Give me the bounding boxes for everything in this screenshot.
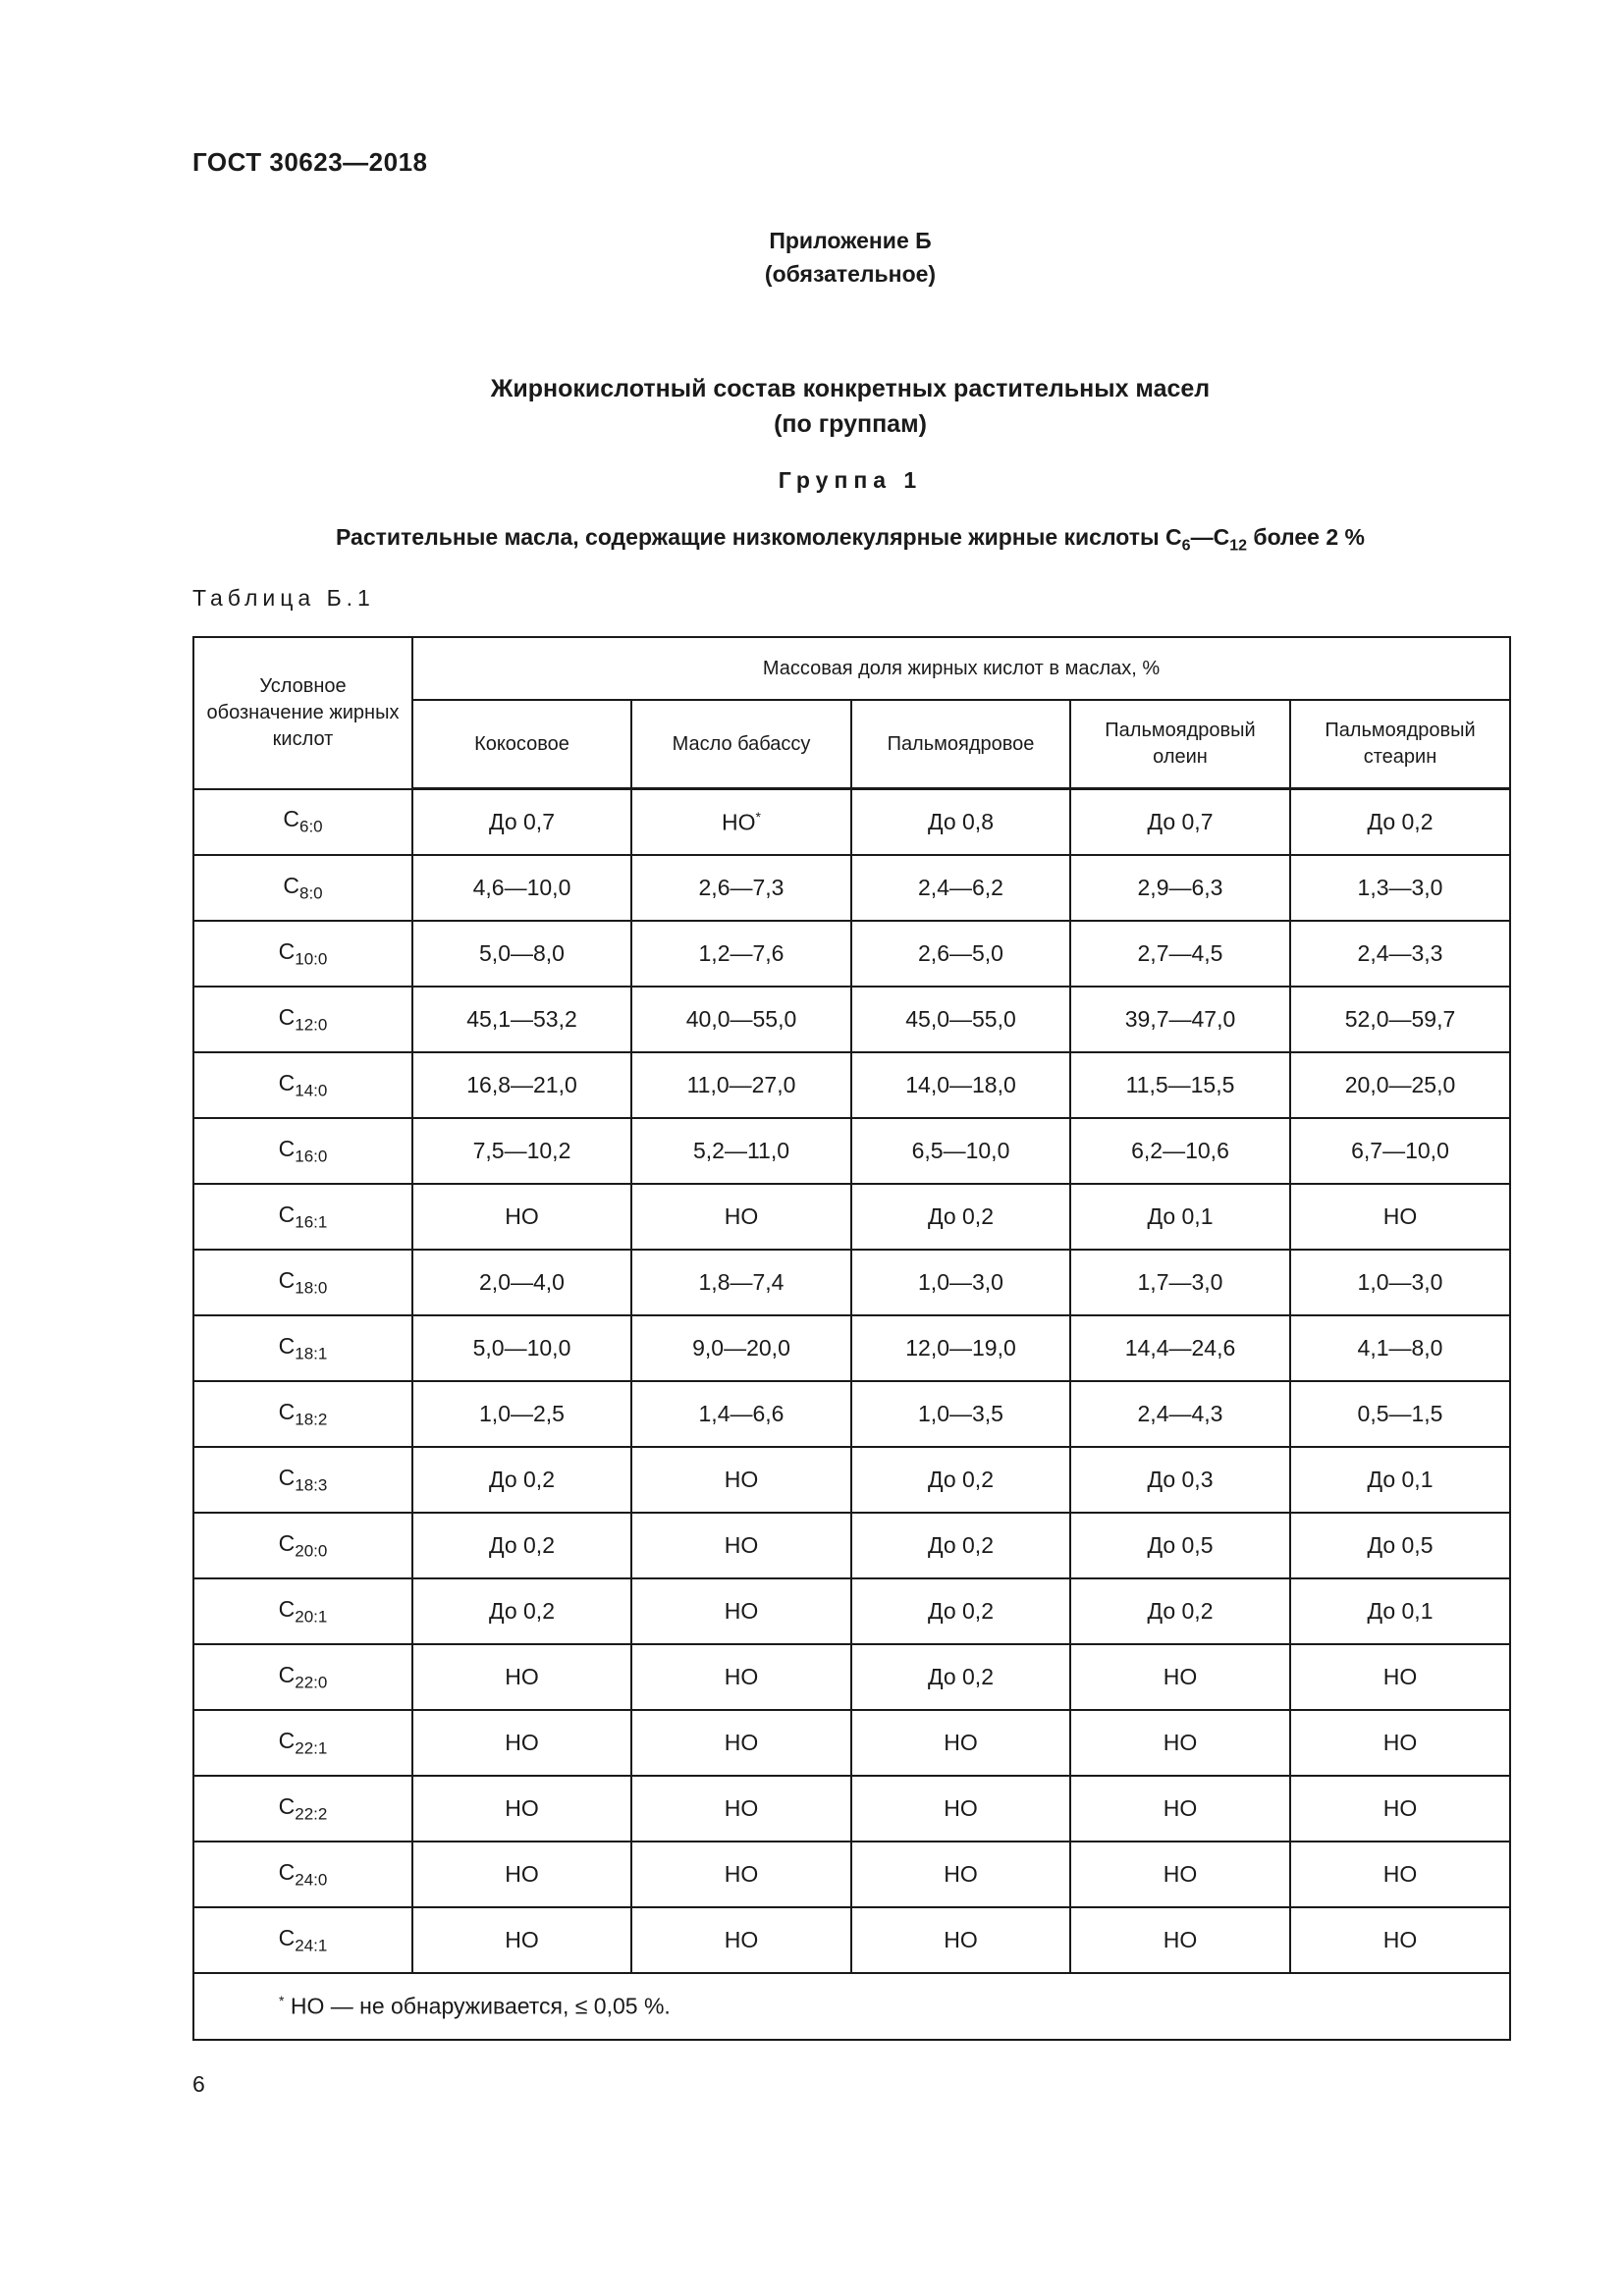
value-cell bbox=[631, 1644, 851, 1710]
value-text: 4,1—8,0 bbox=[1357, 1335, 1443, 1361]
acid-code-cell bbox=[193, 1381, 412, 1447]
value-text: До 0,2 bbox=[928, 1664, 994, 1689]
value-cell bbox=[412, 1381, 631, 1447]
value-text: НО bbox=[724, 1927, 759, 1952]
value-text: До 0,1 bbox=[1147, 1203, 1214, 1229]
value-text: 39,7—47,0 bbox=[1124, 1006, 1236, 1032]
subtitle-text-post: более 2 % bbox=[1246, 524, 1365, 550]
value-text: 2,4—3,3 bbox=[1357, 940, 1443, 966]
acid-code-letter: С bbox=[278, 1398, 296, 1424]
value-text: 45,1—53,2 bbox=[466, 1006, 577, 1032]
value-cell bbox=[1070, 1118, 1290, 1184]
value-text: НО bbox=[505, 1861, 539, 1887]
value-text: НО bbox=[722, 809, 756, 835]
value-text: 1,2—7,6 bbox=[698, 940, 785, 966]
subtitle-sub-1: 6 bbox=[1181, 537, 1191, 555]
value-text: НО bbox=[724, 1532, 759, 1558]
value-cell bbox=[1290, 1052, 1510, 1118]
value-text: 9,0—20,0 bbox=[692, 1335, 790, 1361]
section-title-line1: Жирнокислотный состав конкретных растительных масел bbox=[490, 375, 1211, 402]
value-cell bbox=[631, 1842, 851, 1907]
value-text: НО bbox=[1163, 1927, 1198, 1952]
subtitle-text-pre: Растительные масла, содержащие низкомолекулярные жирные кислоты С bbox=[336, 524, 1182, 550]
value-text: 2,4—6,2 bbox=[918, 875, 1003, 900]
value-text: 4,6—10,0 bbox=[472, 875, 571, 900]
header-palm-kernel: Пальмоядровое bbox=[851, 700, 1070, 789]
value-text: НО bbox=[1382, 1927, 1418, 1952]
acid-code-cell bbox=[193, 855, 412, 921]
value-text: До 0,2 bbox=[928, 1467, 994, 1492]
value-text: 2,4—4,3 bbox=[1137, 1401, 1223, 1426]
value-cell bbox=[631, 789, 851, 856]
acid-code-letter: С bbox=[278, 937, 296, 964]
value-cell bbox=[851, 1250, 1070, 1315]
value-cell bbox=[851, 921, 1070, 987]
value-cell bbox=[851, 1578, 1070, 1644]
value-text: До 0,1 bbox=[1367, 1598, 1434, 1624]
fatty-acid-table bbox=[192, 636, 1511, 2041]
value-text: НО bbox=[724, 1730, 759, 1755]
table-row bbox=[193, 1184, 1510, 1250]
acid-code-letter: С bbox=[278, 1529, 296, 1556]
table-label: Таблица Б.1 bbox=[192, 585, 375, 611]
acid-code-letter: С bbox=[278, 1069, 296, 1095]
value-cell bbox=[412, 1184, 631, 1250]
value-cell bbox=[1290, 1710, 1510, 1776]
value-cell bbox=[1070, 987, 1290, 1052]
table-row bbox=[193, 1315, 1510, 1381]
value-cell bbox=[631, 1315, 851, 1381]
header-palm-kernel-olein: Пальмоядровый олеин bbox=[1070, 700, 1290, 789]
value-cell bbox=[631, 1184, 851, 1250]
acid-code-letter: С bbox=[278, 1792, 296, 1819]
value-cell bbox=[412, 1513, 631, 1578]
value-text: 40,0—55,0 bbox=[685, 1006, 797, 1032]
acid-code-letter: С bbox=[278, 1464, 296, 1490]
value-text: 1,4—6,6 bbox=[698, 1401, 785, 1426]
value-text: НО bbox=[724, 1467, 759, 1492]
value-cell bbox=[851, 1710, 1070, 1776]
value-cell bbox=[1290, 1118, 1510, 1184]
value-text: НО bbox=[1382, 1795, 1418, 1821]
acid-code-cell bbox=[193, 1513, 412, 1578]
value-text: До 0,2 bbox=[1147, 1598, 1214, 1624]
value-text: 2,9—6,3 bbox=[1137, 875, 1223, 900]
table-row bbox=[193, 1776, 1510, 1842]
subtitle-sub-2: 12 bbox=[1229, 537, 1247, 555]
value-cell bbox=[1070, 1776, 1290, 1842]
value-text: НО bbox=[505, 1730, 539, 1755]
value-cell bbox=[1070, 1578, 1290, 1644]
value-text: До 0,7 bbox=[489, 809, 555, 834]
value-text: НО bbox=[505, 1927, 539, 1952]
value-text: НО bbox=[724, 1795, 759, 1821]
acid-code-subscript: 20:1 bbox=[295, 1607, 328, 1627]
acid-code-letter: С bbox=[278, 1201, 296, 1227]
acid-code-letter: С bbox=[278, 1332, 296, 1359]
table-body bbox=[193, 789, 1510, 1974]
value-text: 5,2—11,0 bbox=[692, 1138, 790, 1163]
value-text: До 0,2 bbox=[928, 1203, 994, 1229]
value-cell bbox=[1070, 1907, 1290, 1973]
table-row bbox=[193, 1842, 1510, 1907]
header-palm-kernel-stearin: Пальмоядровый стеарин bbox=[1290, 700, 1510, 789]
value-text: НО bbox=[1163, 1861, 1198, 1887]
value-text: До 0,2 bbox=[1367, 809, 1434, 834]
table-row bbox=[193, 1513, 1510, 1578]
table-row bbox=[193, 1052, 1510, 1118]
value-cell bbox=[1290, 1381, 1510, 1447]
value-cell bbox=[412, 1644, 631, 1710]
acid-code-subscript: 22:1 bbox=[295, 1738, 328, 1758]
value-text: 52,0—59,7 bbox=[1344, 1006, 1456, 1032]
acid-code-letter: С bbox=[283, 872, 299, 898]
acid-code-letter: С bbox=[283, 806, 299, 832]
value-text: НО bbox=[724, 1598, 759, 1624]
value-text: 2,7—4,5 bbox=[1137, 940, 1223, 966]
acid-code-letter: С bbox=[278, 1003, 296, 1030]
acid-code-letter: С bbox=[278, 1266, 296, 1293]
table-row bbox=[193, 789, 1510, 856]
table-row bbox=[193, 1381, 1510, 1447]
acid-code-subscript: 18:2 bbox=[295, 1410, 328, 1429]
value-cell bbox=[851, 1118, 1070, 1184]
acid-code-cell bbox=[193, 1118, 412, 1184]
value-text: НО bbox=[1382, 1203, 1418, 1229]
value-cell bbox=[412, 789, 631, 856]
value-text: 1,0—2,5 bbox=[479, 1401, 565, 1426]
value-text: НО bbox=[1382, 1664, 1418, 1689]
value-cell bbox=[851, 1776, 1070, 1842]
acid-code-cell bbox=[193, 1052, 412, 1118]
acid-code-cell bbox=[193, 1842, 412, 1907]
value-cell bbox=[851, 1184, 1070, 1250]
value-cell bbox=[851, 1842, 1070, 1907]
value-cell bbox=[1290, 1315, 1510, 1381]
value-text: До 0,2 bbox=[489, 1467, 555, 1492]
acid-code-cell bbox=[193, 1315, 412, 1381]
value-text: 2,6—5,0 bbox=[918, 940, 1003, 966]
table-row bbox=[193, 1578, 1510, 1644]
value-text: НО bbox=[505, 1664, 539, 1689]
acid-code-subscript: 22:2 bbox=[295, 1804, 328, 1824]
value-cell bbox=[851, 1907, 1070, 1973]
value-text: НО bbox=[1163, 1730, 1198, 1755]
value-cell bbox=[1070, 855, 1290, 921]
value-text: 1,0—3,0 bbox=[918, 1269, 1003, 1295]
acid-code-cell bbox=[193, 1644, 412, 1710]
value-cell bbox=[851, 1052, 1070, 1118]
value-cell bbox=[1290, 987, 1510, 1052]
acid-code-subscript: 12:0 bbox=[295, 1015, 328, 1035]
value-cell bbox=[851, 1315, 1070, 1381]
value-text: НО bbox=[944, 1927, 978, 1952]
acid-code-subscript: 6:0 bbox=[298, 818, 323, 837]
value-text: 14,4—24,6 bbox=[1124, 1335, 1236, 1361]
value-text: 5,0—10,0 bbox=[472, 1335, 571, 1361]
value-cell bbox=[631, 1907, 851, 1973]
table-row bbox=[193, 1644, 1510, 1710]
value-cell bbox=[1070, 789, 1290, 856]
table-row bbox=[193, 1118, 1510, 1184]
table-row bbox=[193, 855, 1510, 921]
acid-code-cell bbox=[193, 1776, 412, 1842]
value-cell bbox=[631, 1052, 851, 1118]
value-text: 6,2—10,6 bbox=[1131, 1138, 1229, 1163]
value-text: До 0,8 bbox=[928, 809, 994, 834]
value-text: 0,5—1,5 bbox=[1357, 1401, 1443, 1426]
document-id: ГОСТ 30623—2018 bbox=[192, 147, 428, 177]
value-cell bbox=[631, 921, 851, 987]
value-cell bbox=[631, 1710, 851, 1776]
value-cell bbox=[1070, 1381, 1290, 1447]
acid-code-letter: С bbox=[278, 1858, 296, 1885]
value-text: 11,5—15,5 bbox=[1125, 1072, 1235, 1097]
value-text: До 0,2 bbox=[489, 1532, 555, 1558]
footnote-text: НО — не обнаруживается, ≤ 0,05 %. bbox=[290, 1993, 671, 2019]
acid-code-cell bbox=[193, 921, 412, 987]
acid-code-subscript: 24:0 bbox=[295, 1870, 328, 1890]
value-cell bbox=[1290, 1907, 1510, 1973]
value-text: НО bbox=[724, 1861, 759, 1887]
header-coconut: Кокосовое bbox=[412, 700, 631, 789]
value-cell bbox=[412, 855, 631, 921]
value-cell bbox=[1070, 1250, 1290, 1315]
value-text: До 0,7 bbox=[1147, 809, 1214, 834]
value-cell bbox=[851, 855, 1070, 921]
value-cell bbox=[631, 987, 851, 1052]
acid-code-letter: С bbox=[278, 1135, 296, 1161]
value-text: НО bbox=[724, 1664, 759, 1689]
value-cell bbox=[851, 1447, 1070, 1513]
value-cell bbox=[851, 987, 1070, 1052]
header-mass-fraction: Массовая доля жирных кислот в маслах, % bbox=[412, 637, 1510, 700]
acid-code-letter: С bbox=[278, 1595, 296, 1622]
value-cell bbox=[631, 1447, 851, 1513]
acid-code-cell bbox=[193, 789, 412, 856]
value-cell bbox=[631, 1776, 851, 1842]
value-text: 11,0—27,0 bbox=[686, 1072, 796, 1097]
acid-code-subscript: 22:0 bbox=[295, 1673, 328, 1692]
acid-code-subscript: 18:1 bbox=[295, 1344, 328, 1363]
value-text: НО bbox=[1382, 1861, 1418, 1887]
value-text: НО bbox=[944, 1730, 978, 1755]
value-text: 2,0—4,0 bbox=[479, 1269, 565, 1295]
annex-heading bbox=[192, 224, 1508, 291]
value-text: 6,5—10,0 bbox=[911, 1138, 1010, 1163]
value-text: НО bbox=[944, 1795, 978, 1821]
value-text: До 0,1 bbox=[1367, 1467, 1434, 1492]
value-text: НО bbox=[505, 1795, 539, 1821]
value-text: До 0,3 bbox=[1147, 1467, 1214, 1492]
value-text: НО bbox=[1163, 1664, 1198, 1689]
value-cell bbox=[412, 1052, 631, 1118]
acid-code-subscript: 24:1 bbox=[295, 1936, 328, 1955]
value-cell bbox=[851, 1513, 1070, 1578]
value-cell bbox=[1070, 1184, 1290, 1250]
acid-code-subscript: 14:0 bbox=[295, 1081, 328, 1100]
value-cell bbox=[1290, 921, 1510, 987]
header-acid-designation: Условное обозначение жирных кислот bbox=[193, 637, 412, 789]
value-cell bbox=[1070, 1710, 1290, 1776]
value-cell bbox=[1070, 1447, 1290, 1513]
section-title bbox=[192, 371, 1508, 442]
value-cell bbox=[412, 1907, 631, 1973]
table-row bbox=[193, 1907, 1510, 1973]
acid-code-subscript: 20:0 bbox=[295, 1541, 328, 1561]
value-cell bbox=[412, 1842, 631, 1907]
value-cell bbox=[412, 1118, 631, 1184]
value-text: НО bbox=[724, 1203, 759, 1229]
table-row bbox=[193, 1250, 1510, 1315]
value-cell bbox=[631, 1578, 851, 1644]
value-text: НО bbox=[1163, 1795, 1198, 1821]
acid-code-letter: С bbox=[278, 1661, 296, 1687]
value-text: 1,0—3,5 bbox=[918, 1401, 1003, 1426]
value-text: 16,8—21,0 bbox=[466, 1072, 577, 1097]
value-cell bbox=[631, 1250, 851, 1315]
value-text: 2,6—7,3 bbox=[698, 875, 785, 900]
value-text: 45,0—55,0 bbox=[905, 1006, 1016, 1032]
value-cell bbox=[1290, 1250, 1510, 1315]
value-cell bbox=[631, 1118, 851, 1184]
value-cell bbox=[1070, 1842, 1290, 1907]
page-number: 6 bbox=[192, 2071, 205, 2097]
acid-code-subscript: 8:0 bbox=[298, 883, 323, 903]
table-row bbox=[193, 921, 1510, 987]
value-cell bbox=[851, 1644, 1070, 1710]
acid-code-subscript: 16:0 bbox=[295, 1147, 328, 1166]
annex-type: (обязательное) bbox=[764, 261, 937, 287]
header-babassu: Масло бабассу bbox=[631, 700, 851, 789]
value-text: 1,8—7,4 bbox=[698, 1269, 785, 1295]
footnote-mark: * bbox=[279, 1993, 285, 2009]
value-cell bbox=[1070, 1052, 1290, 1118]
value-text: 1,0—3,0 bbox=[1357, 1269, 1443, 1295]
acid-code-cell bbox=[193, 1578, 412, 1644]
value-text: 12,0—19,0 bbox=[905, 1335, 1016, 1361]
value-cell bbox=[1070, 921, 1290, 987]
acid-code-subscript: 18:0 bbox=[295, 1278, 328, 1298]
value-text: 7,5—10,2 bbox=[472, 1138, 571, 1163]
table-row bbox=[193, 1447, 1510, 1513]
section-title-line2: (по группам) bbox=[774, 410, 927, 438]
group-subtitle bbox=[192, 524, 1508, 556]
acid-code-cell bbox=[193, 1250, 412, 1315]
value-cell bbox=[851, 789, 1070, 856]
value-text: До 0,5 bbox=[1367, 1532, 1434, 1558]
acid-code-cell bbox=[193, 1184, 412, 1250]
value-cell bbox=[412, 987, 631, 1052]
value-text: 1,7—3,0 bbox=[1137, 1269, 1223, 1295]
annex-title: Приложение Б bbox=[769, 228, 932, 253]
value-text: 20,0—25,0 bbox=[1344, 1072, 1456, 1097]
acid-code-letter: С bbox=[278, 1727, 296, 1753]
value-text: 5,0—8,0 bbox=[479, 940, 565, 966]
value-cell bbox=[1290, 1644, 1510, 1710]
value-cell bbox=[1290, 1513, 1510, 1578]
value-cell bbox=[631, 1381, 851, 1447]
footnote-ref: * bbox=[755, 808, 761, 825]
value-cell bbox=[1290, 1776, 1510, 1842]
value-cell bbox=[1290, 789, 1510, 856]
value-text: НО bbox=[505, 1203, 539, 1229]
value-text: До 0,2 bbox=[489, 1598, 555, 1624]
subtitle-dash: —С bbox=[1190, 524, 1230, 550]
acid-code-subscript: 10:0 bbox=[295, 949, 328, 969]
value-cell bbox=[412, 1447, 631, 1513]
acid-code-cell bbox=[193, 987, 412, 1052]
value-cell bbox=[412, 1578, 631, 1644]
value-text: 1,3—3,0 bbox=[1357, 875, 1443, 900]
acid-code-subscript: 16:1 bbox=[295, 1212, 328, 1232]
table-row bbox=[193, 1710, 1510, 1776]
value-text: До 0,2 bbox=[928, 1532, 994, 1558]
value-cell bbox=[412, 921, 631, 987]
acid-code-subscript: 18:3 bbox=[295, 1475, 328, 1495]
value-cell bbox=[1290, 1184, 1510, 1250]
value-cell bbox=[1290, 1578, 1510, 1644]
value-cell bbox=[412, 1315, 631, 1381]
value-text: До 0,2 bbox=[928, 1598, 994, 1624]
value-text: НО bbox=[1382, 1730, 1418, 1755]
value-cell bbox=[851, 1381, 1070, 1447]
value-cell bbox=[1070, 1315, 1290, 1381]
value-cell bbox=[412, 1710, 631, 1776]
value-cell bbox=[1070, 1513, 1290, 1578]
value-text: До 0,5 bbox=[1147, 1532, 1214, 1558]
table-footnote bbox=[193, 1973, 1510, 2040]
value-text: 14,0—18,0 bbox=[905, 1072, 1016, 1097]
value-cell bbox=[631, 855, 851, 921]
acid-code-cell bbox=[193, 1447, 412, 1513]
value-cell bbox=[412, 1776, 631, 1842]
group-heading: Группа 1 bbox=[778, 467, 923, 493]
acid-code-cell bbox=[193, 1907, 412, 1973]
value-cell bbox=[1290, 1842, 1510, 1907]
value-cell bbox=[1070, 1644, 1290, 1710]
value-text: НО bbox=[944, 1861, 978, 1887]
value-cell bbox=[631, 1513, 851, 1578]
value-text: 6,7—10,0 bbox=[1351, 1138, 1449, 1163]
value-cell bbox=[1290, 1447, 1510, 1513]
value-cell bbox=[1290, 855, 1510, 921]
acid-code-letter: С bbox=[278, 1924, 296, 1950]
value-cell bbox=[412, 1250, 631, 1315]
table-row bbox=[193, 987, 1510, 1052]
acid-code-cell bbox=[193, 1710, 412, 1776]
